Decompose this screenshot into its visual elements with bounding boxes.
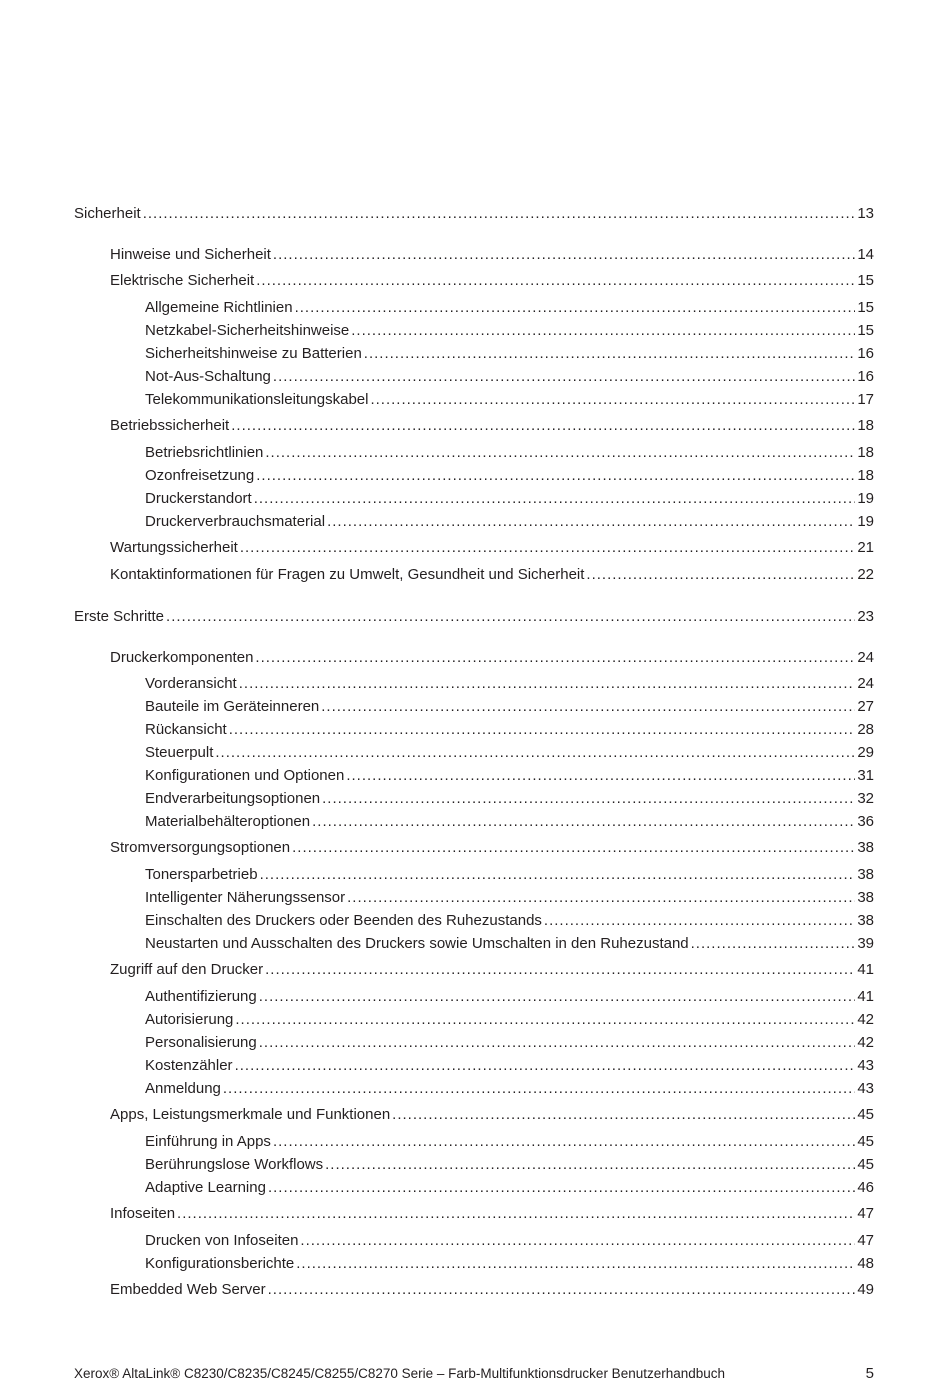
toc-entry-page: 47 <box>857 1232 874 1249</box>
toc-entry[interactable] <box>110 271 874 291</box>
toc-entry-title: Materialbehälteroptionen <box>145 813 311 830</box>
toc-entry-page: 21 <box>857 539 874 556</box>
toc-entry-page: 39 <box>857 935 874 952</box>
toc-entry-title: Kostenzähler <box>145 1057 233 1074</box>
page-number: 5 <box>865 1365 874 1382</box>
toc-entry[interactable] <box>110 565 874 585</box>
toc-entry[interactable] <box>145 1254 874 1274</box>
toc-entry[interactable] <box>145 443 874 463</box>
toc-entry-page: 14 <box>857 246 874 263</box>
toc-entry-page: 27 <box>857 698 874 715</box>
toc-entry[interactable] <box>74 607 874 627</box>
toc-entry-title: Authentifizierung <box>145 988 257 1005</box>
toc-entry-page: 45 <box>857 1156 874 1173</box>
toc-entry-title: Einführung in Apps <box>145 1133 271 1150</box>
toc-entry-page: 16 <box>857 368 874 385</box>
toc-entry-title: Anmeldung <box>145 1080 221 1097</box>
toc-entry-title: Rückansicht <box>145 721 227 738</box>
toc-dot-leader <box>166 607 855 627</box>
toc-entry-title: Infoseiten <box>110 1205 176 1222</box>
toc-entry[interactable] <box>145 911 874 931</box>
toc-entry-title: Kontaktinformationen für Fragen zu Umwelt, Gesundheit und Sicherheit <box>110 566 585 583</box>
toc-entry-page: 15 <box>857 299 874 316</box>
toc-dot-leader <box>544 911 855 931</box>
toc-dot-leader <box>691 934 856 954</box>
toc-dot-leader <box>229 720 856 740</box>
toc-entry[interactable] <box>145 512 874 532</box>
toc-entry-title: Adaptive Learning <box>145 1179 266 1196</box>
toc-entry[interactable] <box>145 1010 874 1030</box>
toc-entry[interactable] <box>145 674 874 694</box>
toc-entry-page: 15 <box>857 272 874 289</box>
toc-entry[interactable] <box>145 367 874 387</box>
toc-entry[interactable] <box>110 838 874 858</box>
toc-dot-leader <box>392 1105 855 1125</box>
toc-entry-title: Bauteile im Geräteinneren <box>145 698 320 715</box>
toc-dot-leader <box>321 697 855 717</box>
toc-entry[interactable] <box>145 1132 874 1152</box>
toc-dot-leader <box>143 204 856 224</box>
toc-entry-page: 38 <box>857 912 874 929</box>
toc-entry-title: Telekommunikationsleitungskabel <box>145 391 369 408</box>
toc-entry-page: 38 <box>857 866 874 883</box>
toc-entry[interactable] <box>145 1155 874 1175</box>
toc-entry-title: Embedded Web Server <box>110 1281 266 1298</box>
toc-entry[interactable] <box>145 720 874 740</box>
toc-dot-leader <box>351 321 855 341</box>
toc-entry[interactable] <box>145 743 874 763</box>
footer-title: Xerox® AltaLink® C8230/C8235/C8245/C8255/C8270 Serie – Farb-Multifunktionsdrucker Benutzerhandbuch <box>74 1366 726 1381</box>
toc-entry-page: 43 <box>857 1057 874 1074</box>
toc-entry-page: 41 <box>857 961 874 978</box>
toc-entry-page: 38 <box>857 889 874 906</box>
toc-entry[interactable] <box>145 390 874 410</box>
toc-entry[interactable] <box>74 204 874 224</box>
toc-entry[interactable] <box>145 865 874 885</box>
toc-entry-page: 42 <box>857 1034 874 1051</box>
toc-dot-leader <box>586 565 855 585</box>
toc-entry-title: Hinweise und Sicherheit <box>110 246 271 263</box>
toc-entry[interactable] <box>145 987 874 1007</box>
toc-entry-page: 28 <box>857 721 874 738</box>
toc-entry-title: Druckerkomponenten <box>110 649 254 666</box>
toc-entry-page: 45 <box>857 1133 874 1150</box>
toc-entry[interactable] <box>145 344 874 364</box>
toc-entry-title: Vorderansicht <box>145 675 237 692</box>
toc-entry-page: 15 <box>857 322 874 339</box>
toc-entry-title: Not-Aus-Schaltung <box>145 368 271 385</box>
toc-entry-page: 29 <box>857 744 874 761</box>
toc-entry[interactable] <box>110 245 874 265</box>
toc-entry-page: 42 <box>857 1011 874 1028</box>
page-footer <box>74 1365 874 1383</box>
toc-dot-leader <box>265 443 855 463</box>
toc-entry-title: Erste Schritte <box>74 608 165 625</box>
toc-dot-leader <box>259 987 856 1007</box>
toc-entry-title: Personalisierung <box>145 1034 257 1051</box>
toc-dot-leader <box>370 390 855 410</box>
toc-dot-leader <box>273 245 855 265</box>
toc-dot-leader <box>273 1132 855 1152</box>
toc-entry[interactable] <box>110 960 874 980</box>
toc-entry[interactable] <box>110 416 874 436</box>
toc-entry-title: Einschalten des Druckers oder Beenden des Ruhezustands <box>145 912 542 929</box>
toc-entry[interactable] <box>145 1178 874 1198</box>
toc-entry-page: 36 <box>857 813 874 830</box>
toc-entry-page: 47 <box>857 1205 874 1222</box>
toc-entry-page: 17 <box>857 391 874 408</box>
toc-entry-page: 19 <box>857 490 874 507</box>
toc-dot-leader <box>322 789 855 809</box>
toc-entry-page: 23 <box>857 608 874 625</box>
toc-entry-title: Wartungssicherheit <box>110 539 238 556</box>
toc-entry-page: 45 <box>857 1106 874 1123</box>
toc-entry-page: 31 <box>857 767 874 784</box>
toc-dot-leader <box>295 298 856 318</box>
toc-entry-title: Autorisierung <box>145 1011 234 1028</box>
toc-dot-leader <box>347 888 855 908</box>
toc-dot-leader <box>346 766 855 786</box>
toc-dot-leader <box>268 1280 856 1300</box>
toc-entry-title: Drucken von Infoseiten <box>145 1232 299 1249</box>
toc-entry-title: Ozonfreisetzung <box>145 467 255 484</box>
toc-dot-leader <box>327 512 855 532</box>
toc-entry[interactable] <box>145 697 874 717</box>
toc-entry[interactable] <box>145 766 874 786</box>
toc-dot-leader <box>239 674 856 694</box>
toc-dot-leader <box>325 1155 855 1175</box>
toc-entry[interactable] <box>145 1033 874 1053</box>
toc-entry-page: 32 <box>857 790 874 807</box>
toc-entry[interactable] <box>145 812 874 832</box>
toc-entry-title: Konfigurationen und Optionen <box>145 767 345 784</box>
toc-dot-leader <box>273 367 855 387</box>
toc-entry[interactable] <box>145 888 874 908</box>
toc-entry-page: 24 <box>857 675 874 692</box>
toc-dot-leader <box>255 648 855 668</box>
toc-entry-page: 18 <box>857 444 874 461</box>
toc-entry[interactable] <box>110 1105 874 1125</box>
toc-entry-title: Stromversorgungsoptionen <box>110 839 291 856</box>
toc-entry[interactable] <box>110 1204 874 1224</box>
toc-entry[interactable] <box>145 789 874 809</box>
toc-entry-page: 18 <box>857 467 874 484</box>
toc-entry-page: 18 <box>857 417 874 434</box>
toc-entry[interactable] <box>145 489 874 509</box>
toc-dot-leader <box>177 1204 855 1224</box>
toc-entry-page: 24 <box>857 649 874 666</box>
toc-entry-page: 49 <box>857 1281 874 1298</box>
toc-dot-leader <box>292 838 855 858</box>
toc-dot-leader <box>312 812 855 832</box>
toc-entry-title: Apps, Leistungsmerkmale und Funktionen <box>110 1106 391 1123</box>
toc-entry-title: Betriebssicherheit <box>110 417 230 434</box>
toc-entry-title: Allgemeine Richtlinien <box>145 299 293 316</box>
toc-dot-leader <box>231 416 855 436</box>
toc-entry-title: Berührungslose Workflows <box>145 1156 324 1173</box>
toc-dot-leader <box>235 1056 856 1076</box>
toc-dot-leader <box>223 1079 855 1099</box>
toc-entry[interactable] <box>110 648 874 668</box>
toc-entry-page: 22 <box>857 566 874 583</box>
toc-entry-page: 43 <box>857 1080 874 1097</box>
toc-entry-page: 46 <box>857 1179 874 1196</box>
toc-dot-leader <box>254 489 856 509</box>
toc-entry[interactable] <box>110 1280 874 1300</box>
toc-entry-page: 48 <box>857 1255 874 1272</box>
toc-entry-title: Sicherheitshinweise zu Batterien <box>145 345 362 362</box>
toc-entry[interactable] <box>145 934 874 954</box>
toc-entry-title: Netzkabel-Sicherheitshinweise <box>145 322 350 339</box>
toc-dot-leader <box>268 1178 855 1198</box>
toc-entry-page: 41 <box>857 988 874 1005</box>
toc-entry-title: Tonersparbetrieb <box>145 866 258 883</box>
toc-dot-leader <box>300 1231 855 1251</box>
toc-entry-title: Steuerpult <box>145 744 214 761</box>
toc-entry-page: 19 <box>857 513 874 530</box>
toc-entry-title: Betriebsrichtlinien <box>145 444 264 461</box>
toc-dot-leader <box>215 743 855 763</box>
toc-entry-title: Druckerverbrauchsmaterial <box>145 513 326 530</box>
toc-dot-leader <box>260 865 856 885</box>
toc-entry-page: 38 <box>857 839 874 856</box>
toc-dot-leader <box>256 271 855 291</box>
toc-entry[interactable] <box>145 298 874 318</box>
toc-entry-page: 13 <box>857 205 874 222</box>
toc-entry[interactable] <box>145 321 874 341</box>
toc-entry[interactable] <box>145 1056 874 1076</box>
toc-entry-title: Intelligenter Näherungssensor <box>145 889 346 906</box>
toc-entry-page: 16 <box>857 345 874 362</box>
toc-entry-title: Zugriff auf den Drucker <box>110 961 264 978</box>
toc-entry-title: Sicherheit <box>74 205 141 222</box>
toc-entry-title: Neustarten und Ausschalten des Druckers sowie Umschalten in den Ruhezustand <box>145 935 689 952</box>
toc-entry[interactable] <box>110 538 874 558</box>
toc-entry-title: Elektrische Sicherheit <box>110 272 255 289</box>
toc-dot-leader <box>265 960 855 980</box>
toc-dot-leader <box>296 1254 855 1274</box>
toc-dot-leader <box>235 1010 855 1030</box>
toc-dot-leader <box>259 1033 856 1053</box>
toc-entry[interactable] <box>145 1079 874 1099</box>
toc-entry-title: Konfigurationsberichte <box>145 1255 295 1272</box>
toc-dot-leader <box>364 344 856 364</box>
toc-dot-leader <box>256 466 855 486</box>
toc-dot-leader <box>240 538 855 558</box>
toc-entry[interactable] <box>145 1231 874 1251</box>
toc-entry-title: Endverarbeitungsoptionen <box>145 790 321 807</box>
toc-entry[interactable] <box>145 466 874 486</box>
toc-entry-title: Druckerstandort <box>145 490 252 507</box>
